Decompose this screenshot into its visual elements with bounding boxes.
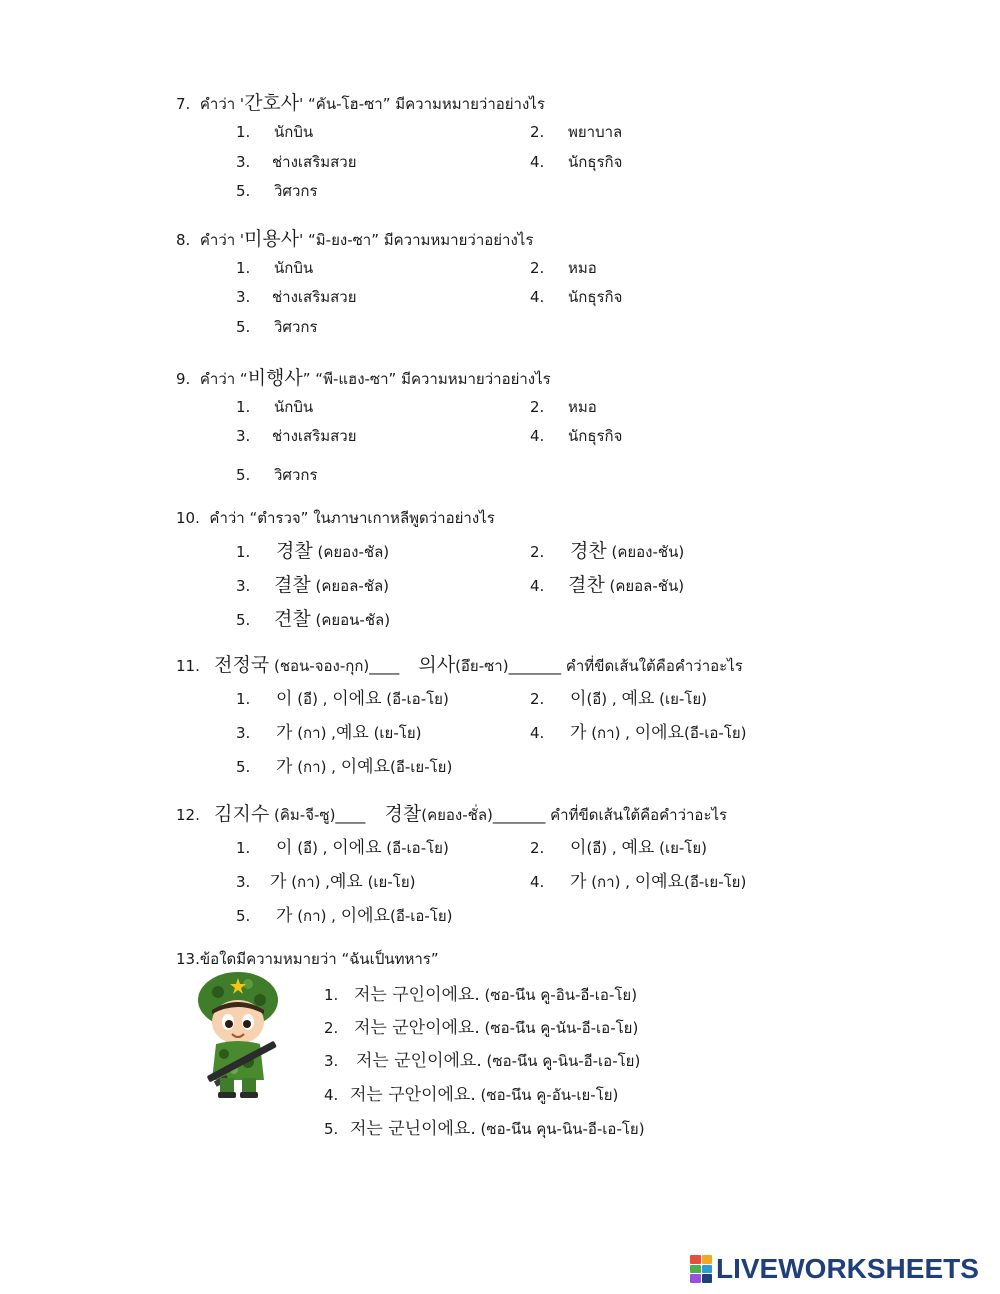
option-korean: 견찰	[274, 608, 311, 630]
question-12	[176, 799, 727, 827]
q9-option-2[interactable]	[530, 395, 597, 419]
option-number: 2.	[530, 839, 545, 857]
option-text: นักบิน	[274, 398, 314, 416]
q12-option-5[interactable]	[236, 901, 453, 928]
option-korean: 예요	[335, 723, 369, 743]
q7-option-3[interactable]	[236, 150, 357, 174]
q12-option-3[interactable]	[236, 867, 415, 894]
q10-option-1[interactable]	[236, 536, 389, 564]
option-reading: (กา) ,	[292, 907, 341, 925]
option-korean: 이예요	[340, 757, 390, 777]
option-reading: (กา) ,	[292, 724, 336, 742]
option-number: 3.	[324, 1052, 339, 1070]
question-text: คำว่า “ตำรวจ” ในภาษาเกาหลีพูดว่าอย่างไร	[209, 509, 495, 527]
option-korean: 가	[276, 723, 293, 743]
question-10	[176, 506, 495, 530]
question-text: (อึย-ซา)_______ คำที่ขีดเส้นใต้คือคำว่าอะไร	[455, 657, 743, 675]
option-number: 2.	[530, 690, 545, 708]
option-reading: (กา) ,	[286, 873, 330, 891]
option-reading: (ซอ-นึน คุน-นิน-อี-เอ-โย)	[475, 1120, 645, 1138]
option-text: นักธุรกิจ	[568, 427, 623, 445]
q13-option-3[interactable]	[324, 1046, 640, 1073]
option-text: นักบิน	[274, 259, 314, 277]
question-text: คำว่า “	[199, 370, 248, 388]
option-reading: (เย-โย)	[654, 839, 707, 857]
option-korean: 이에요	[340, 906, 390, 926]
q9-option-4[interactable]	[530, 424, 622, 448]
option-reading: (อี) ,	[586, 690, 622, 708]
option-number: 4.	[530, 873, 545, 891]
question-number: 12.	[176, 806, 200, 824]
korean-word: 의사	[418, 654, 456, 676]
q8-option-1[interactable]	[236, 256, 313, 280]
korean-word: 전정국	[214, 654, 270, 676]
brand-name: LIVEWORKSHEETS	[716, 1253, 979, 1284]
option-reading: (กา) ,	[292, 758, 341, 776]
option-text: ช่างเสริมสวย	[272, 288, 357, 306]
q8-option-5[interactable]	[236, 315, 318, 339]
option-number: 4.	[530, 724, 545, 742]
question-text: คำว่า '	[199, 231, 245, 249]
q13-option-1[interactable]	[324, 980, 637, 1007]
option-reading: (คยอน-ชัล)	[310, 611, 391, 629]
option-text: นักธุรกิจ	[568, 153, 623, 171]
option-korean: 가	[270, 872, 287, 892]
option-number: 2.	[324, 1019, 339, 1037]
option-korean: 이	[276, 838, 293, 858]
option-korean: 경찬	[570, 540, 607, 562]
question-9	[176, 363, 551, 391]
liveworksheets-logo-icon	[690, 1255, 712, 1283]
option-number: 3.	[236, 724, 251, 742]
option-number: 3.	[236, 288, 251, 306]
q9-option-1[interactable]	[236, 395, 313, 419]
option-number: 5.	[324, 1120, 339, 1138]
option-number: 1.	[236, 543, 251, 561]
option-number: 1.	[324, 986, 339, 1004]
q13-option-5[interactable]	[324, 1114, 645, 1141]
q12-option-1[interactable]	[236, 833, 449, 860]
option-korean: 저는 군인이에요.	[356, 1051, 482, 1071]
option-reading: (ซอ-นึน คู-อิน-อี-เอ-โย)	[479, 986, 638, 1004]
option-korean: 결찰	[274, 574, 311, 596]
option-korean: 가	[570, 723, 587, 743]
option-korean: 이에요	[332, 689, 382, 709]
option-number: 5.	[236, 907, 251, 925]
option-number: 3.	[236, 427, 251, 445]
q8-option-4[interactable]	[530, 285, 622, 309]
option-number: 2.	[530, 398, 545, 416]
option-number: 5.	[236, 182, 251, 200]
option-text: หมอ	[568, 398, 597, 416]
option-korean: 이	[276, 689, 293, 709]
question-text: (ชอน-จอง-กุก)____	[269, 657, 400, 675]
option-korean: 이예요	[634, 872, 684, 892]
question-text: (คยอง-ชั่ล)_______ คำที่ขีดเส้นใต้คือคำว่าอะไร	[421, 806, 728, 824]
option-reading: (อี-เอ-โย)	[684, 724, 747, 742]
option-text: หมอ	[568, 259, 597, 277]
option-text: นักบิน	[274, 123, 314, 141]
question-number: 7.	[176, 95, 191, 113]
option-reading: (คยอล-ชัล)	[310, 577, 389, 595]
option-number: 4.	[530, 577, 545, 595]
option-reading: (อี-เอ-โย)	[390, 907, 453, 925]
option-number: 1.	[236, 123, 251, 141]
korean-word: 비행사	[247, 367, 303, 389]
option-reading: (ซอ-นึน คู-อัน-เย-โย)	[475, 1086, 619, 1104]
option-number: 4.	[530, 288, 545, 306]
q7-option-1[interactable]	[236, 120, 313, 144]
q11-option-3[interactable]	[236, 718, 421, 745]
option-number: 2.	[530, 543, 545, 561]
q8-option-3[interactable]	[236, 285, 357, 309]
q7-option-5[interactable]	[236, 179, 318, 203]
question-number: 8.	[176, 231, 191, 249]
q11-option-1[interactable]	[236, 684, 449, 711]
question-8	[176, 224, 533, 252]
option-korean: 이	[570, 689, 587, 709]
option-reading: (เย-โย)	[368, 724, 422, 742]
q10-option-4[interactable]	[530, 570, 684, 598]
option-number: 5.	[236, 758, 251, 776]
option-reading: (อี-เย-โย)	[390, 758, 453, 776]
option-number: 2.	[530, 259, 545, 277]
question-11	[176, 650, 743, 678]
question-number: 9.	[176, 370, 191, 388]
question-text: ' “มิ-ยง-ซา” มีความหมายว่าอย่างไร	[299, 231, 534, 249]
option-korean: 이에요	[332, 838, 382, 858]
option-korean: 결찬	[568, 574, 605, 596]
q7-option-4[interactable]	[530, 150, 622, 174]
option-reading: (อี-เอ-โย)	[381, 839, 449, 857]
option-number: 5.	[236, 611, 251, 629]
korean-word: 미용사	[244, 228, 300, 250]
option-reading: (คยอง-ชัล)	[312, 543, 390, 561]
korean-word: 간호사	[244, 92, 300, 114]
option-reading: (คยอง-ชัน)	[606, 543, 685, 561]
option-number: 5.	[236, 466, 251, 484]
option-number: 4.	[530, 153, 545, 171]
question-7	[176, 88, 545, 116]
option-reading: (ซอ-นึน คู-นัน-อี-เอ-โย)	[479, 1019, 639, 1037]
option-korean: 예요	[621, 838, 655, 858]
question-13	[176, 947, 439, 971]
option-text: นักธุรกิจ	[568, 288, 623, 306]
question-text: คำว่า '	[199, 95, 245, 113]
question-text: ข้อใดมีความหมายว่า “ฉันเป็นทหาร”	[199, 950, 439, 968]
option-korean: 이에요	[634, 723, 684, 743]
q9-option-5[interactable]	[236, 463, 318, 487]
option-number: 4.	[530, 427, 545, 445]
soldier-cartoon-icon	[190, 970, 290, 1100]
option-reading: (กา) ,	[586, 724, 635, 742]
q7-option-2[interactable]	[530, 120, 622, 144]
option-korean: 가	[276, 757, 293, 777]
option-text: วิศวกร	[274, 318, 318, 336]
option-korean: 가	[276, 906, 293, 926]
option-text: วิศวกร	[274, 182, 318, 200]
option-reading: (เย-โย)	[362, 873, 416, 891]
question-text: ' “คัน-โฮ-ซา” มีความหมายว่าอย่างไร	[299, 95, 545, 113]
option-reading: (อี-เย-โย)	[684, 873, 747, 891]
option-number: 2.	[530, 123, 545, 141]
option-number: 4.	[324, 1086, 339, 1104]
option-korean: 예요	[621, 689, 655, 709]
option-number: 1.	[236, 690, 251, 708]
question-text: ” “พี-แฮง-ซา” มีความหมายว่าอย่างไร	[302, 370, 551, 388]
option-number: 1.	[236, 839, 251, 857]
option-korean: 저는 구안이에요.	[350, 1085, 476, 1105]
option-korean: 경찰	[276, 540, 313, 562]
option-korean: 가	[570, 872, 587, 892]
option-number: 3.	[236, 153, 251, 171]
option-korean: 저는 구인이에요.	[354, 985, 480, 1005]
korean-word: 김지수	[214, 803, 270, 825]
korean-word: 경찰	[384, 803, 422, 825]
q13-option-4[interactable]	[324, 1080, 618, 1107]
q9-option-3[interactable]	[236, 424, 357, 448]
option-korean: 저는 군닌이에요.	[350, 1119, 476, 1139]
q10-option-2[interactable]	[530, 536, 684, 564]
q8-option-2[interactable]	[530, 256, 597, 280]
option-text: วิศวกร	[274, 466, 318, 484]
option-reading: (อี) ,	[292, 839, 333, 857]
option-text: พยาบาล	[568, 123, 623, 141]
option-number: 1.	[236, 259, 251, 277]
q12-option-2[interactable]	[530, 833, 707, 860]
option-reading: (อี) ,	[586, 839, 622, 857]
option-korean: 예요	[329, 872, 363, 892]
q10-option-5[interactable]	[236, 604, 390, 632]
q12-option-4[interactable]	[530, 867, 746, 894]
option-reading: (กา) ,	[586, 873, 635, 891]
option-korean: 이	[570, 838, 587, 858]
q11-option-2[interactable]	[530, 684, 707, 711]
question-number: 10.	[176, 509, 200, 527]
q13-option-2[interactable]	[324, 1013, 638, 1040]
option-korean: 저는 군안이에요.	[354, 1018, 480, 1038]
option-number: 3.	[236, 577, 251, 595]
option-number: 3.	[236, 873, 251, 891]
question-text: (คิม-จี-ซู)____	[269, 806, 366, 824]
q11-option-5[interactable]	[236, 752, 452, 779]
option-reading: (ซอ-นึน คู-นิน-อี-เอ-โย)	[481, 1052, 641, 1070]
option-reading: (เย-โย)	[654, 690, 707, 708]
q11-option-4[interactable]	[530, 718, 747, 745]
option-number: 5.	[236, 318, 251, 336]
q10-option-3[interactable]	[236, 570, 389, 598]
option-text: ช่างเสริมสวย	[272, 427, 357, 445]
liveworksheets-logo	[690, 1252, 979, 1286]
option-number: 1.	[236, 398, 251, 416]
option-text: ช่างเสริมสวย	[272, 153, 357, 171]
question-number: 13.	[176, 950, 200, 968]
option-reading: (คยอล-ชัน)	[604, 577, 685, 595]
question-number: 11.	[176, 657, 200, 675]
option-reading: (อี-เอ-โย)	[381, 690, 449, 708]
option-reading: (อี) ,	[292, 690, 333, 708]
